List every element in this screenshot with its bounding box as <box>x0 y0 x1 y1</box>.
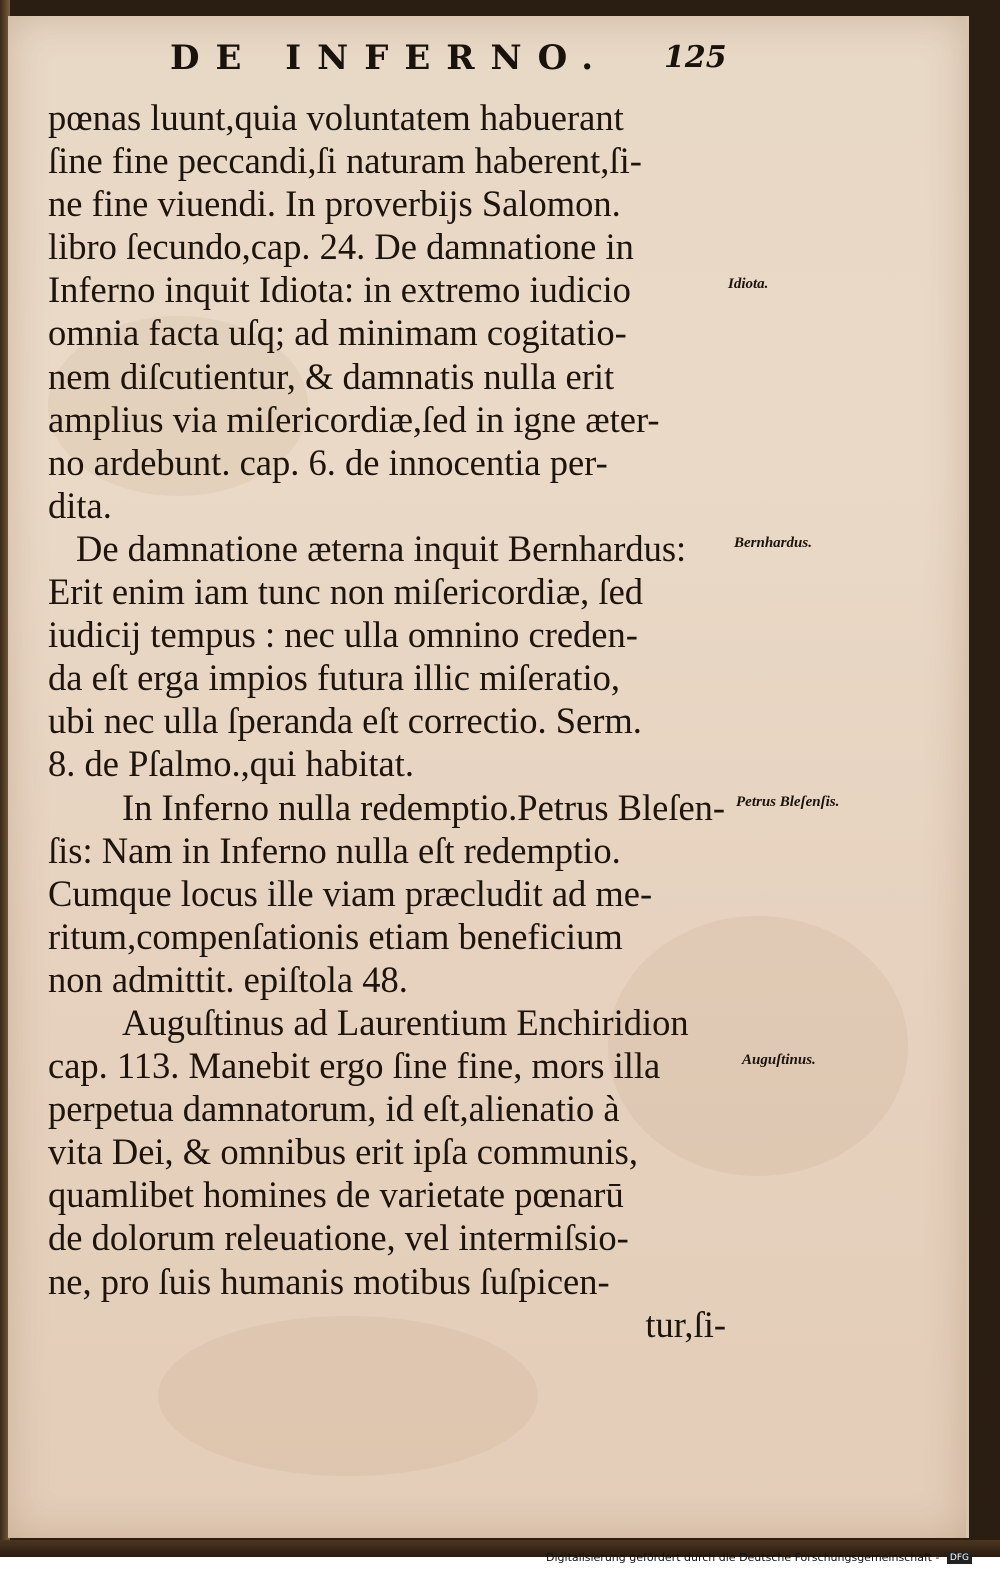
margin-note: Petrus Bleſenſis. <box>736 793 840 810</box>
running-head: DE INFERNO. <box>170 38 610 78</box>
text-line: iudicij tempus : nec ulla omnino creden- <box>48 614 638 656</box>
text-line: ſis: Nam in Inferno nulla eſt redemptio. <box>48 829 621 871</box>
text-line: non admittit. epiſtola 48. <box>48 958 408 1000</box>
margin-note: Idiota. <box>728 276 769 293</box>
text-line: ubi nec ulla ſperanda eſt correctio. Serm. <box>48 700 642 742</box>
credit-text: Digitalisierung gefördert durch die Deutsche Forschungsgemeinschaft - <box>546 1551 940 1564</box>
page-number: 125 <box>664 40 727 75</box>
text-line: omnia facta uſq; ad minimam cogitatio- <box>48 312 627 354</box>
text-line: 8. de Pſalmo.,qui habitat. <box>48 743 414 785</box>
dfg-logo: DFG <box>947 1552 972 1564</box>
body-text <box>48 96 728 1346</box>
margin-note: Auguſtinus. <box>742 1052 816 1069</box>
text-line: perpetua damnatorum, id eſt,alienatio à <box>48 1088 620 1130</box>
text-line: da eſt erga impios futura illic miſeratio, <box>48 657 621 699</box>
text-line: De damnatione æterna inquit Bernhardus: <box>76 527 687 569</box>
text-line: vita Dei, & omnibus erit ipſa communis, <box>48 1131 639 1173</box>
text-line: dita. <box>48 484 112 526</box>
text-line: ne, pro ſuis humanis motibus ſuſpicen- <box>48 1260 610 1302</box>
text-line: Inferno inquit Idiota: in extremo iudicio <box>48 269 631 311</box>
text-line: no ardebunt. cap. 6. de innocentia per- <box>48 441 608 483</box>
text-line: ritum,compenſationis etiam beneficium <box>48 915 623 957</box>
text-line: Erit enim iam tunc non miſericordiæ, ſed <box>48 571 644 613</box>
footer-credit <box>546 1551 972 1564</box>
text-line: In Inferno nulla redemptio.Petrus Bleſen- <box>122 786 726 828</box>
margin-note: Bernhardus. <box>734 535 812 551</box>
text-line: cap. 113. Manebit ergo ſine fine, mors illa <box>48 1045 661 1087</box>
text-line: pœnas luunt,quia voluntatem habuerant <box>48 97 624 138</box>
text-line: de dolorum releuatione, vel intermiſsio- <box>48 1217 629 1259</box>
text-line: amplius via miſericordiæ,ſed in igne æter- <box>48 398 660 440</box>
text-line: ne fine viuendi. In proverbijs Salomon. <box>48 183 621 225</box>
text-line: libro ſecundo,cap. 24. De damnatione in <box>48 226 634 268</box>
text-line: Cumque locus ille viam præcludit ad me- <box>48 872 653 914</box>
text-line: ſine fine peccandi,ſi naturam haberent,ſi- <box>48 140 642 182</box>
text-line: quamlibet homines de varietate pœnarū <box>48 1174 624 1216</box>
text-line: nem diſcutientur, & damnatis nulla erit <box>48 355 615 397</box>
text-line: Auguſtinus ad Laurentium Enchiridion <box>122 1001 689 1043</box>
text-line: tur,ſi- <box>645 1303 726 1345</box>
